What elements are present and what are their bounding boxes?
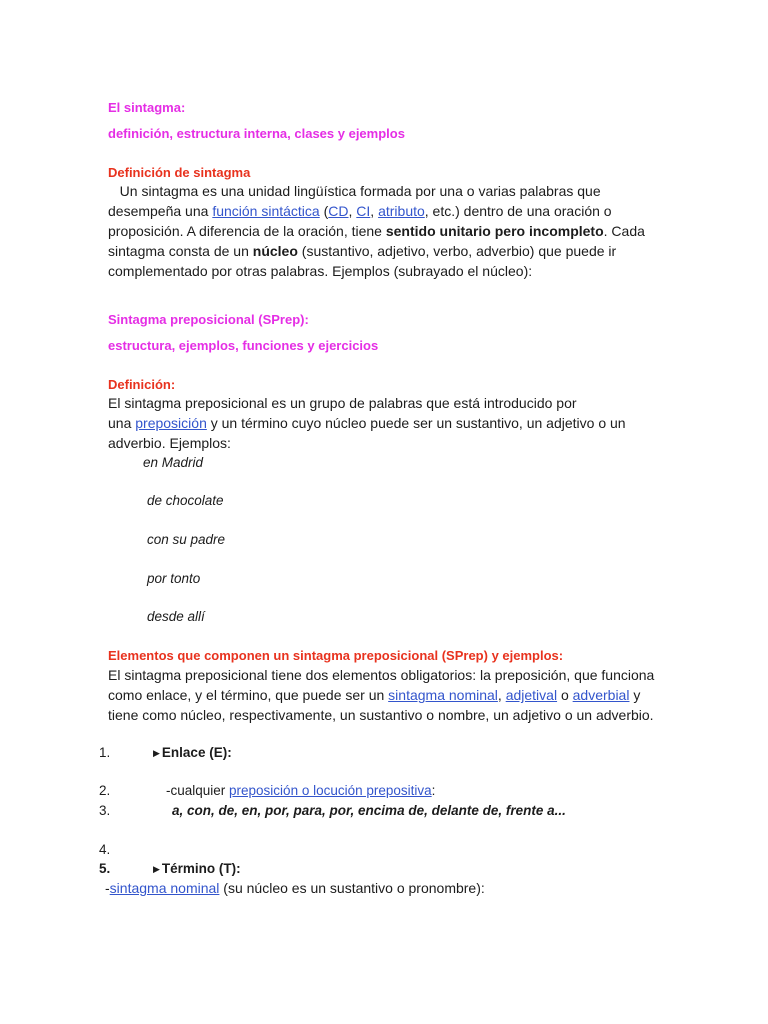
text-span: , (370, 203, 379, 219)
section2-title: Sintagma preposicional (SPrep): (108, 312, 309, 327)
section1-line (108, 223, 645, 239)
section3-line: tiene como núcleo, respectivamente, un sustantivo o nombre, un adjetivo o un adverbio. (108, 707, 654, 723)
section3-line (108, 687, 640, 703)
section1-line (108, 243, 616, 259)
text-span: sintagma consta de un (108, 243, 253, 259)
section2-line: adverbio. Ejemplos: (108, 435, 231, 451)
list-item (105, 880, 485, 896)
text-span: , etc.) dentro de una oración o (424, 203, 612, 219)
section2-line: El sintagma preposicional es un grupo de palabras que está introducido por (108, 395, 577, 411)
text-span: . Cada (603, 223, 645, 239)
list-number: 2. (99, 783, 111, 798)
section1-line (108, 203, 612, 219)
link-preposicion[interactable]: preposición (135, 415, 207, 431)
section1-heading: Definición de sintagma (108, 165, 251, 180)
link-sintagma-nominal[interactable]: sintagma nominal (388, 687, 498, 703)
link-ci[interactable]: CI (356, 203, 371, 219)
list-item-label: Término (T): (161, 861, 241, 876)
list-number: 1. (99, 745, 111, 760)
list-item (166, 783, 435, 798)
text-span: proposición. A diferencia de la oración, tiene (108, 223, 386, 239)
link-sintagma-nominal-2[interactable]: sintagma nominal (109, 880, 220, 896)
link-atributo[interactable]: atributo (378, 203, 425, 219)
bold-text: núcleo (252, 243, 298, 259)
text-span: : (431, 783, 436, 798)
bold-text: sentido unitario pero incompleto (385, 223, 604, 239)
text-span: una (108, 415, 136, 431)
triangle-bullet-icon: ▶ (153, 748, 160, 758)
list-item (153, 861, 241, 876)
text-span: , (497, 687, 506, 703)
link-funcion-sintactica[interactable]: función sintáctica (212, 203, 320, 219)
link-adjetival[interactable]: adjetival (505, 687, 558, 703)
text-span: -cualquier (166, 783, 230, 798)
section3-line: El sintagma preposicional tiene dos elementos obligatorios: la preposición, que funciona (108, 667, 655, 683)
link-cd[interactable]: CD (328, 203, 349, 219)
example-item: de chocolate (147, 493, 224, 508)
text-span: y (629, 687, 641, 703)
text-span: o (557, 687, 573, 703)
text-span: y un término cuyo núcleo puede ser un sustantivo, un adjetivo o un (206, 415, 626, 431)
section3-heading: Elementos que componen un sintagma preposicional (SPrep) y ejemplos: (108, 648, 564, 663)
doc-title: El sintagma: (108, 100, 186, 115)
list-item (153, 745, 232, 760)
example-item: por tonto (147, 571, 201, 586)
list-number: 4. (99, 842, 111, 857)
text-span: - (105, 880, 110, 896)
section1-line: complementado por otras palabras. Ejemplos (subrayado el núcleo): (108, 263, 533, 279)
link-adverbial[interactable]: adverbial (572, 687, 630, 703)
list-number: 5. (99, 861, 111, 876)
list-number: 3. (99, 803, 111, 818)
section1-line: Un sintagma es una unidad lingüística formada por una o varias palabras que (108, 183, 601, 199)
example-item: en Madrid (143, 455, 204, 470)
text-span: ( (319, 203, 329, 219)
triangle-bullet-icon: ▶ (153, 864, 160, 874)
text-span: (sustantivo, adjetivo, verbo, adverbio) que puede ir (297, 243, 617, 259)
example-item: desde allí (147, 609, 205, 624)
example-item: con su padre (147, 532, 226, 547)
section2-heading: Definición: (108, 377, 176, 392)
text-span: como enlace, y el término, que puede ser un (108, 687, 389, 703)
list-item-label: Enlace (E): (161, 745, 232, 760)
text-span: desempeña una (108, 203, 213, 219)
doc-subtitle: definición, estructura interna, clases y ejemplos (108, 126, 405, 141)
text-span: , (348, 203, 357, 219)
section2-line (108, 415, 626, 431)
section2-subtitle: estructura, ejemplos, funciones y ejercicios (108, 338, 379, 353)
text-span: (su núcleo es un sustantivo o pronombre): (219, 880, 485, 896)
link-locucion-prepositiva[interactable]: preposición o locución prepositiva (229, 783, 432, 798)
list-item: a, con, de, en, por, para, por, encima de, delante de, frente a... (172, 803, 566, 818)
